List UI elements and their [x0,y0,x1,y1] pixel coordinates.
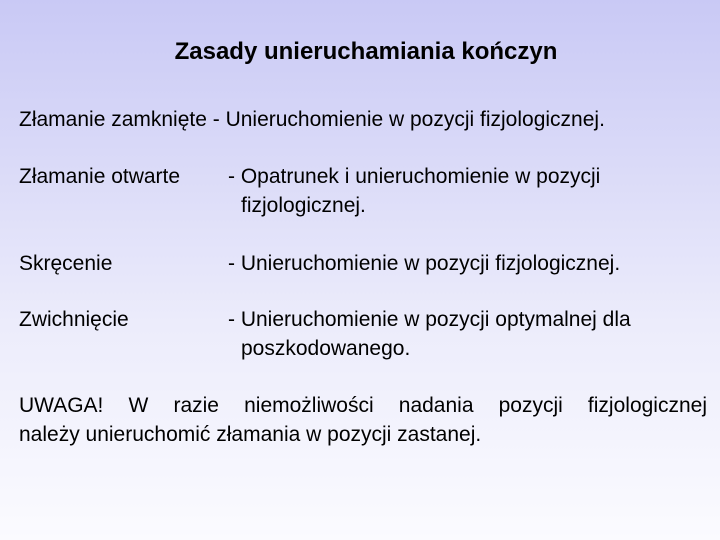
rule-label: Złamanie otwarte [19,165,181,188]
rule-label: Zwichnięcie [19,308,129,331]
rule-description-line: - Unieruchomienie w pozycji fizjologicznej. [228,252,621,275]
slide-title: Zasady unieruchamiania kończyn [174,38,558,65]
rule-label: Skręcenie [19,252,113,275]
warning-line: UWAGA! W razie niemożliwości nadania pozycji fizjologicznej [19,394,707,417]
warning-line: należy unieruchomić złamania w pozycji zastanej. [19,423,482,446]
rule-description-line: poszkodowanego. [241,337,411,360]
intro-line: Złamanie zamknięte - Unieruchomienie w pozycji fizjologicznej. [19,108,605,131]
rule-description [228,249,708,278]
rule-description-line: - Opatrunek i unieruchomienie w pozycji [228,165,601,188]
rule-description-line: - Unieruchomienie w pozycji optymalnej dla [228,308,631,331]
warning-note [19,391,707,449]
rule-description [228,305,708,363]
rule-description [228,162,708,220]
rule-description-line: fizjologicznej. [241,194,366,217]
